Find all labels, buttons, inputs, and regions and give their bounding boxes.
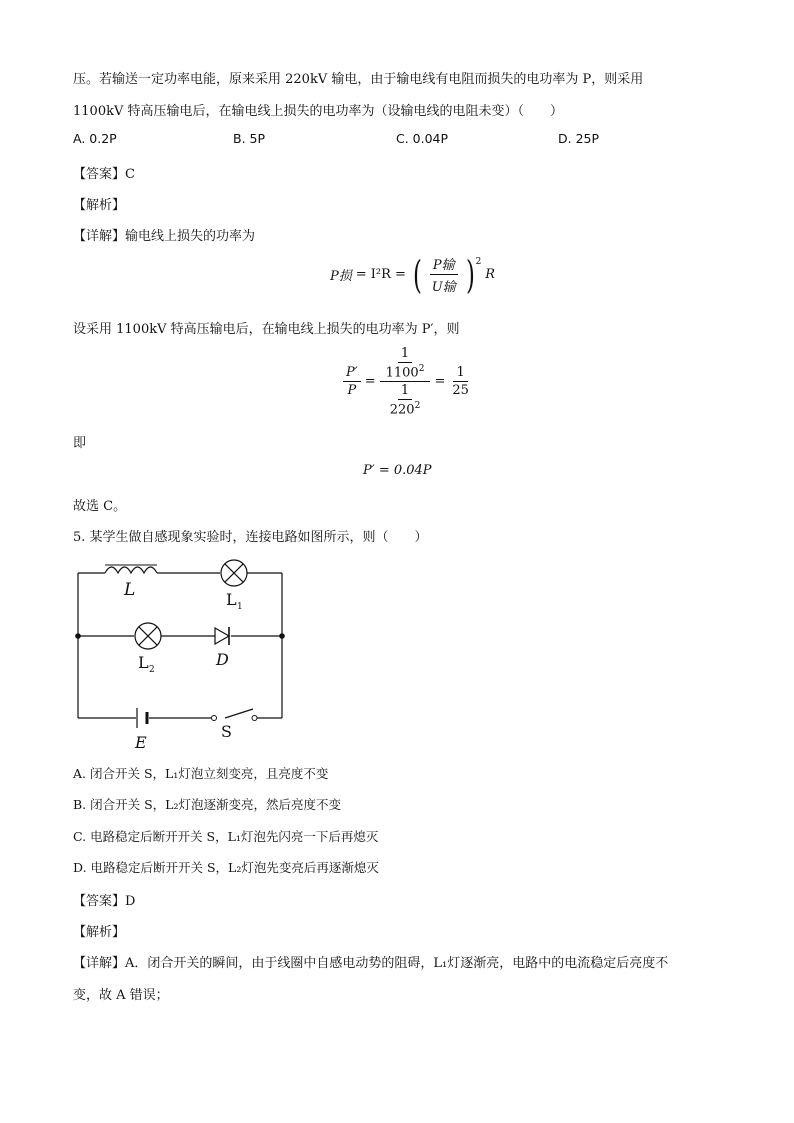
circuit-diagram xyxy=(60,555,310,755)
q4-option-c: C. 0.04P xyxy=(396,131,449,146)
formula2-result-den: 25 xyxy=(452,383,469,399)
label-s: S xyxy=(221,722,232,741)
switch-blade xyxy=(225,709,253,718)
label-d: D xyxy=(216,650,229,669)
q4-detail: 【详解】输电线上损失的功率为 xyxy=(73,229,256,244)
q4-analysis-heading: 【解析】 xyxy=(73,198,126,213)
label-l1-sub: 1 xyxy=(237,602,243,612)
q5-option-c: C. 电路稳定后断开开关 S，L₁灯泡先闪亮一下后再熄灭 xyxy=(73,829,379,844)
formula2-lhs-num: P′ xyxy=(343,365,361,382)
q5-analysis-heading: 【解析】 xyxy=(73,925,126,940)
label-l1: L xyxy=(226,590,237,609)
formula1-frac-den: U输 xyxy=(431,280,456,295)
q4-stem-line2: 1100kV 特高压输电后，在输电线上损失的电功率为（设输电线的电阻未变）（ ） xyxy=(73,104,563,119)
q5-option-d: D. 电路稳定后断开开关 S，L₂灯泡先变亮后再逐渐熄灭 xyxy=(73,860,379,875)
q4-option-a: A. 0.2P xyxy=(73,131,117,146)
q5-option-a: A. 闭合开关 S，L₁灯泡立刻变亮，且亮度不变 xyxy=(73,766,329,781)
q4-conclusion: 故选 C。 xyxy=(73,499,127,514)
label-l: L xyxy=(124,580,136,600)
formula2-bot-num: 1 xyxy=(398,383,412,400)
formula2-top-num: 1 xyxy=(398,346,412,363)
q4-ji: 即 xyxy=(73,436,87,451)
formula2-bot-den: 220 xyxy=(389,402,415,418)
q4-answer: 【答案】C xyxy=(73,167,135,182)
formula1-exp: 2 xyxy=(475,256,482,267)
formula1-mid: = I²R = xyxy=(355,267,406,282)
formula2-lhs-den: P xyxy=(347,383,357,399)
switch-contact xyxy=(212,716,217,721)
label-l2: L xyxy=(138,653,149,672)
junction-left xyxy=(75,633,81,639)
formula1-lhs: P损 xyxy=(330,269,352,284)
label-e: E xyxy=(135,733,147,752)
formula-power-loss: P损 = I²R = ( $\frac{\text{P输}}{\text{U输}}$ ) $^2$ R xyxy=(330,252,496,297)
formula2-top-den: 1100 xyxy=(385,365,419,381)
formula-ratio: $\frac{P'}{P}$ = $\frac{\frac{1}{1100^2}}{\frac{1}{220^2}}$ = $\frac{1}{25}$ xyxy=(343,346,472,418)
q4-option-b: B. 5P xyxy=(233,131,266,146)
switch-contact xyxy=(252,716,257,721)
inductor-coil xyxy=(105,567,157,573)
formula3: P′ = 0.04P xyxy=(363,463,432,478)
q5-detail-line1: 【详解】A．闭合开关的瞬间，由于线圈中自感电动势的阻碍，L₁灯逐渐亮，电路中的电流稳定后亮度不 xyxy=(73,956,669,971)
junction-right xyxy=(279,633,285,639)
diode-triangle xyxy=(215,628,229,644)
q4-stem-line1: 压。若输送一定功率电能，原来采用 220kV 输电，由于输电线有电阻而损失的电功率为 P，则采用 xyxy=(73,72,644,87)
q5-detail-line2: 变，故 A 错误； xyxy=(73,988,169,1003)
formula2-result-num: 1 xyxy=(453,365,467,382)
q5-stem: 5. 某学生做自感现象实验时，连接电路如图所示，则（ ） xyxy=(73,530,428,545)
q5-option-b: B. 闭合开关 S，L₂灯泡逐渐变亮，然后亮度不变 xyxy=(73,797,341,812)
q4-option-d: D. 25P xyxy=(558,131,600,146)
formula1-frac-num: P输 xyxy=(430,254,458,275)
q5-answer: 【答案】D xyxy=(73,894,136,909)
label-l2-sub: 2 xyxy=(149,665,155,675)
formula1-rhs: R xyxy=(485,267,496,282)
q4-line2: 设采用 1100kV 特高压输电后，在输电线上损失的电功率为 P′，则 xyxy=(73,322,460,337)
